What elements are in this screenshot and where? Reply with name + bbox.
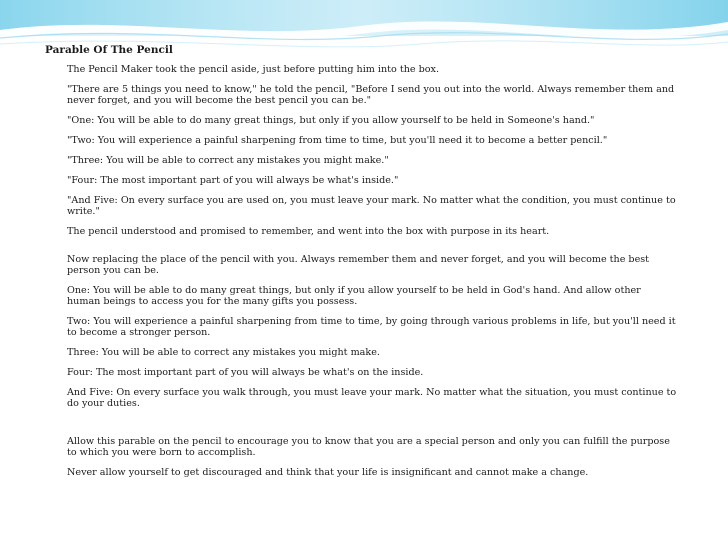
paragraph-encourage: Allow this parable on the pencil to encourage you to know that you are a special person and only you can fulfill the purpose to which you were born to accomplish. [67,436,670,458]
slide-title: Parable Of The Pencil [45,44,173,56]
paragraph-you-one: One: You will be able to do many great things, but only if you allow yourself to be held in God's hand. And allow other human beings to access you for the many gifts you possess. [67,285,641,307]
paragraph-three: "Three: You will be able to correct any mistakes you might make." [67,155,389,166]
paragraph-five-things: "There are 5 things you need to know," he told the pencil, "Before I send you out into the world. Always remember them and never forget, and you will become the best pencil you can be." [67,84,675,106]
paragraph-four: "Four: The most important part of you will always be what's inside." [67,175,399,186]
paragraph-you-three: Three: You will be able to correct any mistakes you might make. [67,347,380,358]
paragraph-you-four: Four: The most important part of you will always be what's on the inside. [67,367,424,378]
paragraph-never: Never allow yourself to get discouraged and think that your life is insignificant and cannot make a change. [67,467,589,478]
paragraph-you-two: Two: You will experience a painful sharpening from time to time, by going through various problems in life, but you'll need it to become a stronger person. [67,316,676,338]
paragraph-you-five: And Five: On every surface you walk through, you must leave your mark. No matter what the situation, you must continue to do your duties. [67,387,677,409]
paragraph-two: "Two: You will experience a painful sharpening from time to time, but you'll need it to become a better pencil." [67,135,608,146]
paragraph-five: "And Five: On every surface you are used on, you must leave your mark. No matter what the condition, you must continue to write." [67,195,676,217]
paragraph-replacing: Now replacing the place of the pencil with you. Always remember them and never forget, and you will become the best person you can be. [67,254,650,276]
paragraph-understood: The pencil understood and promised to remember, and went into the box with purpose in its heart. [67,226,550,237]
slide-body [67,64,677,487]
paragraph-intro: The Pencil Maker took the pencil aside, just before putting him into the box. [67,64,440,75]
paragraph-one: "One: You will be able to do many great things, but only if you allow yourself to be held in Someone's hand." [67,115,595,126]
